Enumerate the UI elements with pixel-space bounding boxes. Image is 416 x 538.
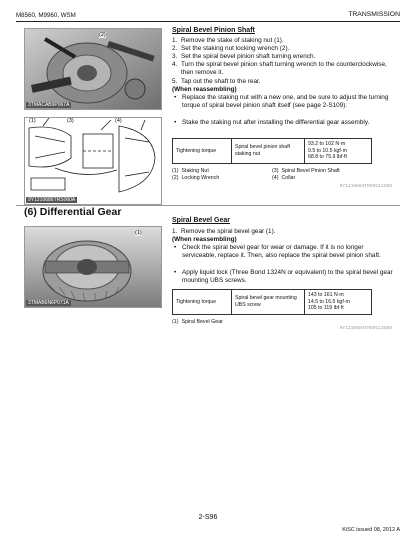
bevel-gear-photo-illustration <box>25 227 161 307</box>
torque-label: Tightening torque <box>173 139 232 164</box>
section-title: TRANSMISSION <box>348 11 400 18</box>
bullet-text: Apply liquid lock (Three Bond 1324N or equivalent) to the spiral bevel gear mounting UBS screws. <box>182 269 393 285</box>
pinion-shaft-diagram <box>24 117 162 205</box>
bevel-legend <box>172 319 223 326</box>
step-text: Turn the spiral bevel pinion shaft turning wrench to the counterclockwise, then remove it. <box>181 61 387 77</box>
torque-value-lbfft: 68.8 to 75.9 lbf·ft <box>308 154 347 160</box>
step-text: Set the staking nut locking wrench (2). <box>181 45 290 52</box>
legend-item <box>172 319 223 326</box>
torque-values <box>305 290 372 315</box>
legend-item <box>172 168 272 175</box>
bullet-text: Replace the staking nut with a new one, and be sure to adjust the turning torque of spiral bevel pinion shaft itself (see page 2-S109). <box>182 94 389 110</box>
header-rule <box>16 21 400 22</box>
legend-number: (2) <box>172 175 179 181</box>
pinion-legend-left <box>172 168 272 182</box>
pinion-bullet-1 <box>172 94 394 111</box>
issue-note: KiSC issued 08, 2012 A <box>342 527 400 533</box>
step-number: 1. <box>172 228 178 235</box>
torque-value-nm: 93.2 to 102 N·m <box>308 141 346 147</box>
photo-caption: 3TMACAB9P067A <box>28 102 70 108</box>
pinion-shaft-title: Spiral Bevel Pinion Shaft <box>172 27 255 34</box>
bullet-text: Check the spiral bevel gear for wear or damage. If it is no longer serviceable, replace it. Then, also replace the spiral bevel pinion shaft. <box>182 244 381 260</box>
pinion-bullet-2 <box>172 119 394 127</box>
step-text: Tap out the shaft to the rear. <box>181 78 261 85</box>
torque-item: Spiral bevel gear mounting UBS screw <box>232 290 305 315</box>
bevel-gear-title: Spiral Bevel Gear <box>172 217 230 224</box>
legend-text: Collar <box>281 175 296 181</box>
photo-callout: (2) <box>99 32 106 38</box>
bullet-text: Stake the staking nut after installing the differential gear assembly. <box>182 119 370 126</box>
diagram-callout-3: (3) <box>67 118 74 124</box>
torque-values <box>305 139 372 164</box>
step-number: 5. <box>172 78 178 85</box>
legend-item <box>172 175 272 182</box>
bevel-gear-photo-caption: 3TMAB6N6P071A <box>28 300 69 306</box>
step-text: Set the spiral bevel pinion shaft turning wrench. <box>181 53 316 60</box>
page-number: 2-S96 <box>198 514 218 521</box>
bullet-mark: • <box>174 94 177 101</box>
torque-item: Spiral bevel pinion shaft staking nut <box>232 139 305 164</box>
legend-text: Spiral Bevel Pinion Shaft <box>281 168 340 174</box>
step-text: Remove the stake of staking nut (1). <box>181 37 284 44</box>
bevel-bullet-2 <box>172 269 394 286</box>
bevel-torque-table <box>172 289 372 315</box>
differential-heading: (6) Differential Gear <box>24 206 122 218</box>
pinion-torque-table <box>172 138 372 164</box>
bullet-mark: • <box>174 119 177 126</box>
legend-text: Staking Nut <box>181 168 209 174</box>
torque-value-kgfm: 9.5 to 10.5 kgf·m <box>308 147 347 154</box>
pinion-shaft-photo <box>24 28 162 110</box>
pinion-shaft-photo-illustration <box>25 29 161 109</box>
torque-label: Tightening torque <box>173 290 232 315</box>
step-number: 1. <box>172 37 178 44</box>
diagram-caption: 9Y1210686TRS060A <box>28 197 76 203</box>
bevel-doc-code: 9Y1210684TRS0113US0 <box>339 326 392 331</box>
legend-item <box>272 175 392 182</box>
legend-number: (1) <box>172 168 179 174</box>
legend-number: (1) <box>172 319 179 325</box>
pinion-shaft-diagram-illustration <box>25 118 161 204</box>
bevel-gear-photo-callout: (1) <box>135 230 142 236</box>
manual-models: M8560, M9960, WSM <box>16 12 76 19</box>
diagram-callout-1: (1) <box>29 118 36 124</box>
bevel-reassembling-label: (When reassembling) <box>172 236 237 243</box>
torque-value-lbfft: 105 to 119 lbf·ft <box>308 305 344 311</box>
bullet-mark: • <box>174 269 177 276</box>
step-number: 3. <box>172 53 178 60</box>
bevel-gear-photo <box>24 226 162 308</box>
pinion-doc-code: 9Y1210684TRS0112US0 <box>339 184 392 189</box>
pinion-reassembling-label: (When reassembling) <box>172 86 237 93</box>
diagram-callout-4: (4) <box>115 118 122 124</box>
legend-number: (4) <box>272 175 279 181</box>
pinion-legend-right <box>272 168 392 182</box>
bevel-bullet-1 <box>172 244 394 261</box>
step-number: 2. <box>172 45 178 52</box>
legend-text: Spiral Bevel Gear <box>181 319 223 325</box>
torque-value-nm: 143 to 161 N·m <box>308 292 344 298</box>
step-number: 4. <box>172 61 178 68</box>
step-text: Remove the spiral bevel gear (1). <box>181 228 276 235</box>
torque-value-kgfm: 14.5 to 16.5 kgf·m <box>308 298 350 305</box>
bullet-mark: • <box>174 244 177 251</box>
legend-item <box>272 168 392 175</box>
legend-number: (3) <box>272 168 279 174</box>
pinion-step-4 <box>172 61 394 78</box>
legend-text: Locking Wrench <box>181 175 220 181</box>
